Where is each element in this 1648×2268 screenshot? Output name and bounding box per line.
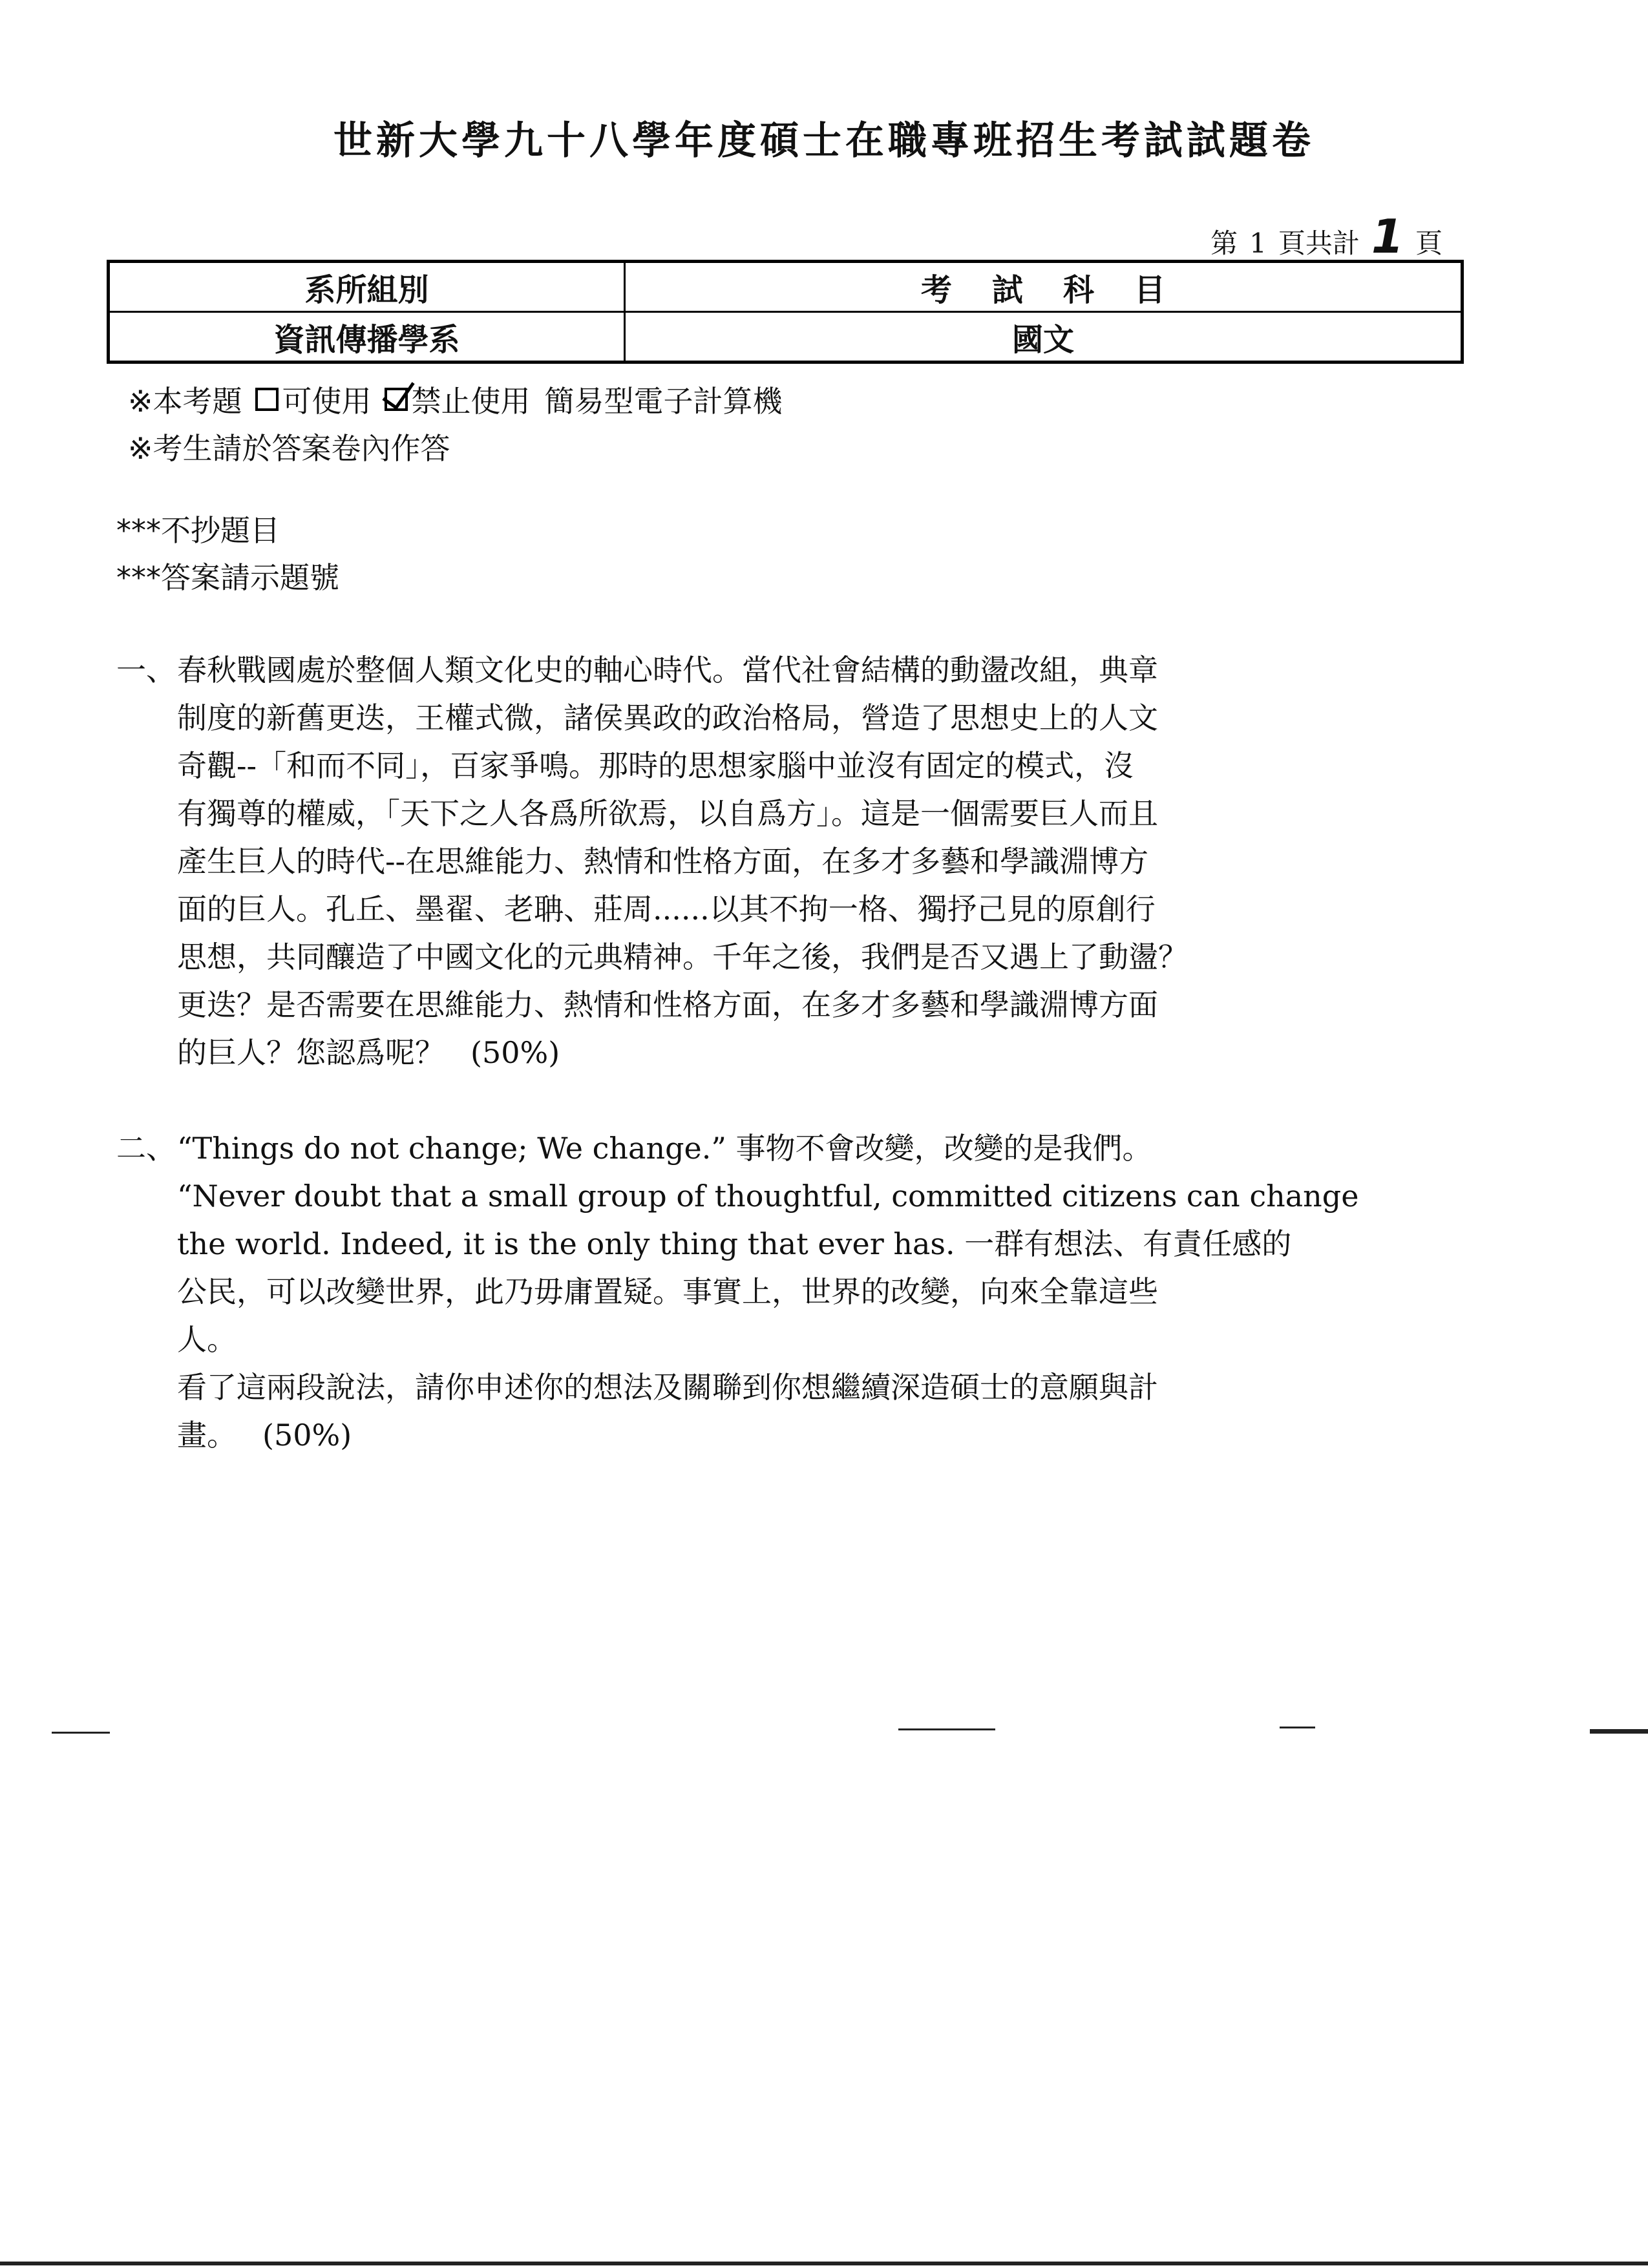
question-1-line: 制度的新舊更迭，王權式微，諸侯異政的政治格局，營造了思想史上的人文 [177, 700, 1158, 735]
exam-title: 世新大學九十八學年度碩士在職專班招生考試試題卷 [333, 118, 1315, 163]
question-1-line: 思想，共同釀造了中國文化的元典精神。千年之後，我們是否又遇上了動盪？ [177, 940, 1188, 974]
exam-info-table [107, 260, 1464, 364]
subject-value-cell: 國文 [625, 312, 1463, 362]
question-2-score: (50%) [262, 1418, 352, 1453]
question-2-line [177, 1411, 1299, 1459]
no-copy-directive: ***不抄題目 [116, 513, 280, 548]
page-current: 1 [1249, 227, 1267, 259]
question-1-number: 一、 [116, 653, 176, 688]
dept-value-cell: 資訊傳播學系 [109, 312, 625, 362]
info-table-value-row [109, 312, 1463, 362]
calculator-label: 簡易型電子計算機 [544, 384, 783, 419]
question-1-score: (50%) [470, 1035, 560, 1070]
question-1-last-line: 的巨人？您認爲呢？ [177, 1035, 445, 1070]
allowed-label: 可使用 [282, 384, 372, 419]
forbidden-label: 禁止使用 [411, 384, 531, 419]
question-2-number: 二、 [116, 1131, 176, 1166]
dept-header-cell: 系所組別 [109, 262, 625, 312]
subject-header-cell [625, 262, 1463, 312]
question-1-line [177, 1029, 1299, 1076]
question-2-line: “Things do not change; We change.” 事物不會改變，改變的是我們。 [177, 1131, 1152, 1166]
scan-artifact-line [1280, 1727, 1315, 1728]
question-1-line: 面的巨人。孔丘、墨翟、老聃、莊周......以其不拘一格、獨抒己見的原創行 [177, 892, 1156, 927]
page-total-handwritten: 1 [1371, 209, 1404, 264]
subject-header-text: 考試科目 [920, 271, 1205, 308]
question-2-line: 人。 [177, 1322, 237, 1357]
question-1-line: 奇觀--「和而不同」，百家爭鳴。那時的思想家腦中並沒有固定的模式，沒 [177, 748, 1134, 783]
scan-bottom-edge [0, 2262, 1648, 2265]
question-1-line: 春秋戰國處於整個人類文化史的軸心時代。當代社會結構的動盪改組，典章 [177, 653, 1158, 688]
question-1-line: 更迭？是否需要在思維能力、熱情和性格方面，在多才多藝和學識淵博方面 [177, 987, 1158, 1022]
scan-artifact-line [1590, 1729, 1648, 1734]
page-count [1210, 209, 1442, 264]
question-2-body [177, 1124, 1359, 1459]
question-2-line: “Never doubt that a small group of thoughtful, committed citizens can change [177, 1179, 1359, 1213]
allowed-checkbox[interactable] [255, 388, 279, 411]
number-answers-directive: ***答案請示題號 [116, 560, 339, 595]
info-table-header-row [109, 262, 1463, 312]
page-suffix: 頁 [1415, 227, 1442, 259]
forbidden-checkbox[interactable] [385, 388, 408, 411]
calculator-notice [128, 378, 783, 421]
question-2-line: the world. Indeed, it is the only thing that ever has. 一群有想法、有責任感的 [177, 1226, 1292, 1261]
question-2-last-line: 畫。 [177, 1418, 237, 1453]
question-1-body [177, 646, 1299, 1076]
page-prefix: 第 [1210, 227, 1238, 259]
question-1-line: 產生巨人的時代--在思維能力、熱情和性格方面，在多才多藝和學識淵博方 [177, 844, 1149, 879]
question-1 [116, 646, 1299, 1076]
question-2-line: 看了這兩段說法，請你申述你的想法及關聯到你想繼續深造碩士的意願與計 [177, 1370, 1158, 1405]
question-2 [116, 1124, 1359, 1459]
scan-artifact-line [898, 1728, 995, 1730]
notice-prefix: ※本考題 [128, 384, 242, 419]
scan-artifact-line [52, 1732, 110, 1734]
page-mid: 頁共計 [1278, 227, 1360, 259]
answer-sheet-notice: ※考生請於答案卷內作答 [128, 431, 450, 466]
question-1-line: 有獨尊的權威，「天下之人各爲所欲焉，以自爲方」。這是一個需要巨人而且 [177, 796, 1158, 831]
question-2-line: 公民，可以改變世界，此乃毋庸置疑。事實上，世界的改變，向來全靠這些 [177, 1274, 1158, 1309]
